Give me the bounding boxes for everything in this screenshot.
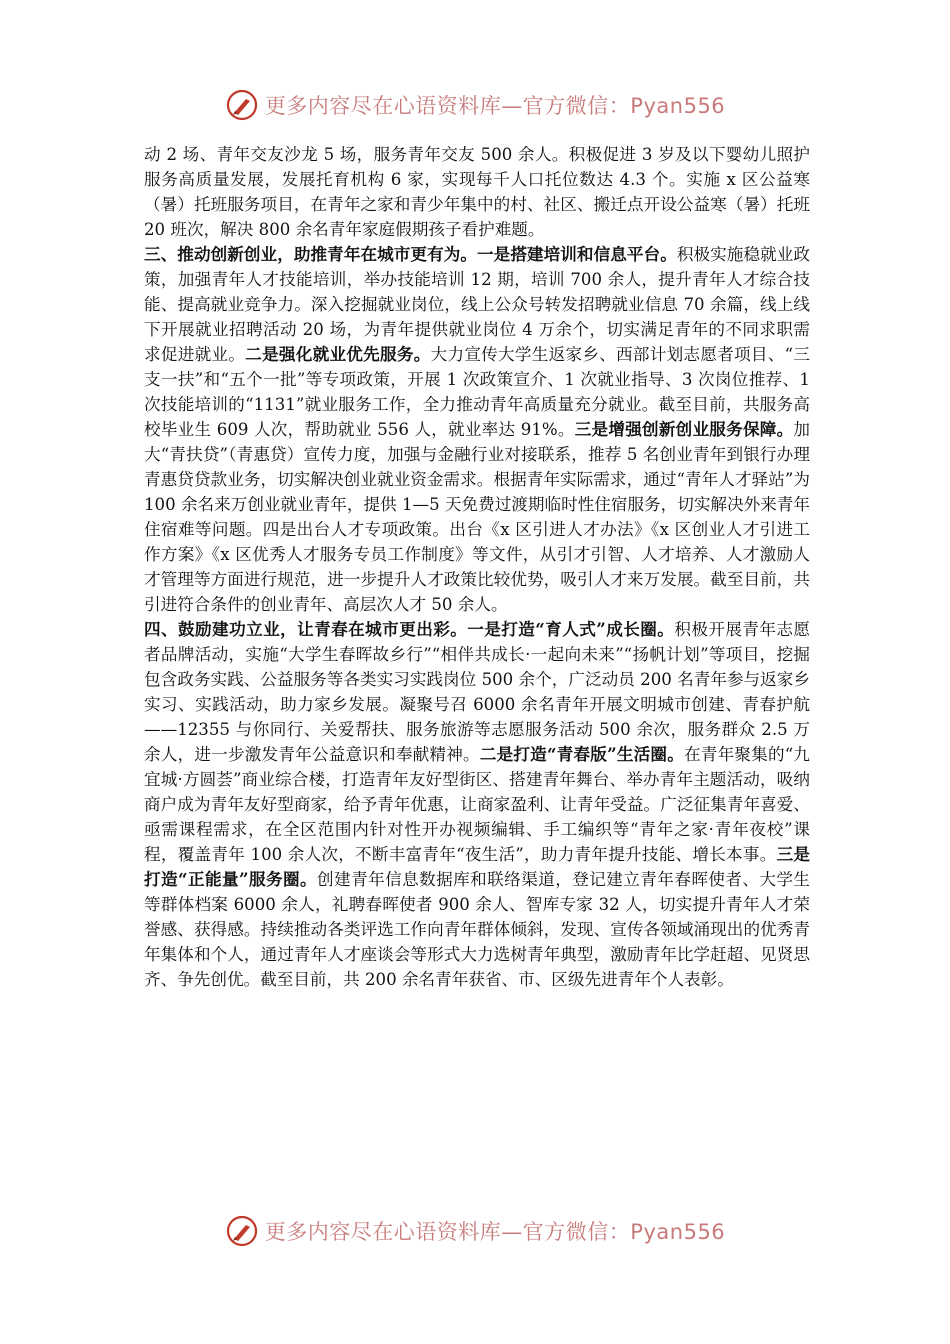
- pen-logo-icon: [225, 88, 259, 122]
- header-banner: [0, 82, 950, 128]
- paragraph-1: [144, 142, 810, 242]
- document-body: [144, 142, 810, 992]
- subsection-heading: 三是打造“正能量”服务圈。: [144, 844, 811, 889]
- paragraph-3: [144, 617, 810, 992]
- footer-banner-text: 更多内容尽在心语资料库—官方微信：Pyan556: [264, 1220, 726, 1244]
- paragraph-text: 加大“青扶贷”（青惠贷）宣传力度，加强与金融行业对接联系，推荐 5 名创业青年到银行办理青惠贷贷款业务，切实解决创业就业资金需求。根据青年实际需求，通过“青年人才驿站”为 100 余名来万创业就业青年，提供 1—5 天免费过渡期临时性住宿服务，切实解决外来青年住宿难等问题。四是出台人才专项政策。出台《x 区引进人才办法》《x 区创业人才引进工作方案》《x 区优秀人才服务专员工作制度》等文件，从引才引智、人才培养、人才激励人才管理等方面进行规范，进一步提升人才政策比较优势，吸引人才来万发展。截至目前，共引进符合条件的创业青年、高层次人才 50 余人。: [144, 420, 810, 614]
- paragraph-text: 创建青年信息数据库和联络渠道，登记建立青年春晖使者、大学生等群体档案 6000 余人，礼聘春晖使者 900 余人、智库专家 32 人，切实提升青年人才荣誉感、获得感。持续推动各类评选工作向青年群体倾斜，发现、宣传各领域涌现出的优秀青年集体和个人，通过青年人才座谈会等形式大力选树青年典型，激励青年比学赶超、见贤思齐、争先创优。截至目前，共 200 余名青年获省、市、区级先进青年个人表彰。: [144, 870, 810, 989]
- paragraph-text: 在青年聚集的“九宜城·方圆荟”商业综合楼，打造青年友好型街区、搭建青年舞台、举办青年主题活动，吸纳商户成为青年友好型商家，给予青年优惠，让商家盈利、让青年受益。广泛征集青年喜爱、亟需课程需求，在全区范围内针对性开办视频编辑、手工编织等“青年之家·青年夜校”课程，覆盖青年 100 余人次，不断丰富青年“夜生活”，助力青年提升技能、增长本事。: [144, 745, 811, 864]
- paragraph-text: 积极开展青年志愿者品牌活动，实施“大学生春晖故乡行”“相伴共成长·一起向未来”“扬帆计划”等项目，挖掘包含政务实践、公益服务等各类实习实践岗位 500 余个，广泛动员 200 名青年参与返家乡实习、实践活动，助力家乡发展。凝聚号召 6000 余名青年开展文明城市创建、青春护航——12355 与你同行、关爱帮扶、服务旅游等志愿服务活动 500 余次，服务群众 2.5 万余人，进一步激发青年公益意识和奉献精神。: [144, 620, 810, 764]
- section-heading: 三、推动创新创业，助推青年在城市更有为。一是搭建培训和信息平台。: [144, 244, 677, 264]
- footer-banner: [0, 1208, 950, 1254]
- section-heading: 四、鼓励建功立业，让青春在城市更出彩。一是打造“育人式”成长圈。: [144, 619, 675, 639]
- subsection-heading: 二是强化就业优先服务。: [245, 344, 431, 364]
- pen-logo-icon: [225, 1214, 259, 1248]
- subsection-heading: 二是打造“青春版”生活圈。: [479, 744, 684, 764]
- paragraph-text: 大力宣传大学生返家乡、西部计划志愿者项目、“三支一扶”和“五个一批”等专项政策，开展 1 次政策宣介、1 次就业指导、3 次岗位推荐、1 次技能培训的“1131”就业服务工作，全力推动青年高质量充分就业。截至目前，共服务高校毕业生 609 人次，帮助就业 556 人，就业率达 91%。: [144, 345, 810, 439]
- paragraph-2: [144, 242, 810, 617]
- paragraph-text: 积极实施稳就业政策，加强青年人才技能培训，举办技能培训 12 期，培训 700 余人，提升青年人才综合技能、提高就业竞争力。深入挖掘就业岗位，线上公众号转发招聘就业信息 70 余篇，线上线下开展就业招聘活动 20 场，为青年提供就业岗位 4 万余个，切实满足青年的不同求职需求促进就业。: [144, 245, 810, 364]
- header-banner-text: 更多内容尽在心语资料库—官方微信：Pyan556: [264, 94, 726, 118]
- subsection-heading: 三是增强创新创业服务保障。: [574, 419, 794, 439]
- paragraph-text: 动 2 场、青年交友沙龙 5 场，服务青年交友 500 余人。积极促进 3 岁及以下婴幼儿照护服务高质量发展，发展托育机构 6 家，实现每千人口托位数达 4.3 个。实施 x 区公益寒（暑）托班服务项目，在青年之家和青少年集中的村、社区、搬迁点开设公益寒（暑）托班 20 班次，解决 800 余名青年家庭假期孩子看护难题。: [144, 145, 810, 239]
